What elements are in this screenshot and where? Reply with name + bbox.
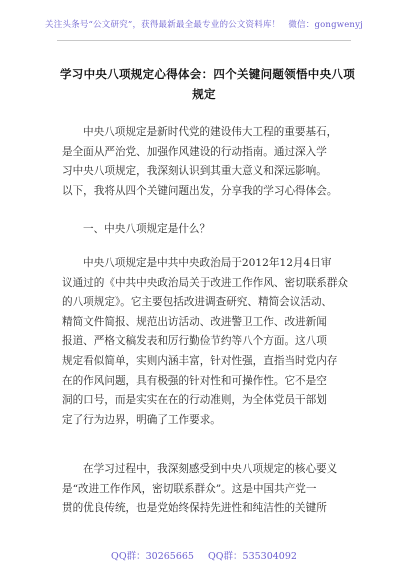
paragraph-line: 在的作风问题，具有极强的针对性和可操作性。它不是空: [62, 374, 327, 387]
paragraph-line: 中央八项规定是新时代党的建设伟大工程的重要基石，: [83, 126, 338, 138]
paragraph-line: 习中央八项规定，我深刻认识到其重大意义和深远影响。: [62, 165, 327, 178]
title-line: 学习中央八项规定心得体会：四个关键问题领悟中央八项: [60, 67, 355, 81]
paragraph-line: 规定看似简单，实则内涵丰富，针对性强，直指当时党内存: [62, 354, 338, 367]
paragraph-line: 洞的口号，而是实实在在的行动准则，为全体党员干部划: [62, 394, 327, 407]
paragraph-line: 定了行为边界，明确了工作要求。: [62, 413, 221, 426]
title-line: 规定: [192, 87, 216, 101]
paragraph-line: 贯的优良传统，也是党始终保持先进性和纯洁性的关键所: [62, 502, 327, 515]
section-heading-text: 一、中央八项规定是什么？: [83, 223, 211, 235]
paragraph-line: 精简文件简报、规范出访活动、改进警卫工作、改进新闻: [62, 315, 327, 328]
paragraph-line: 以下，我将从四个关键问题出发，分享我的学习心得体会。: [62, 184, 338, 197]
footer-qq-group-1: QQ群：30265665: [111, 551, 194, 562]
paragraph-line: 是“改进工作作风，密切联系群众”。这是中国共产党一: [62, 482, 317, 495]
footer-qq-group-2: QQ群：535304092: [207, 551, 297, 562]
section-heading-1: [62, 220, 352, 240]
paragraph-core-meaning: [62, 460, 352, 519]
header-promo-text: 关注头条号“公文研究”，获得最新最全最专业的公文资料库！: [45, 20, 281, 30]
paragraph-line: 报道、严格文稿发表和厉行勤俭节约等八个方面。这八项: [62, 335, 327, 348]
paragraph-section-1: [62, 254, 352, 430]
header-wechat-text: 微信：gongwenyj: [288, 20, 363, 30]
header-divider: [57, 40, 351, 41]
paragraph-line: 的八项规定》。它主要包括改进调查研究、精简会议活动、: [62, 296, 333, 309]
paragraph-intro: [62, 123, 352, 201]
paragraph-line: 是全面从严治党、加强作风建设的行动指南。通过深入学: [62, 145, 327, 158]
paragraph-line: 议通过的《中共中央政治局关于改进工作作风、密切联系群众: [62, 276, 349, 289]
document-title: [60, 64, 355, 104]
paragraph-line: 中央八项规定是中共中央政治局于2012年12月4日审: [83, 257, 332, 269]
paragraph-line: 在学习过程中，我深刻感受到中央八项规定的核心要义: [83, 463, 338, 475]
footer-contacts: [0, 548, 408, 562]
header-promo: [0, 18, 408, 30]
